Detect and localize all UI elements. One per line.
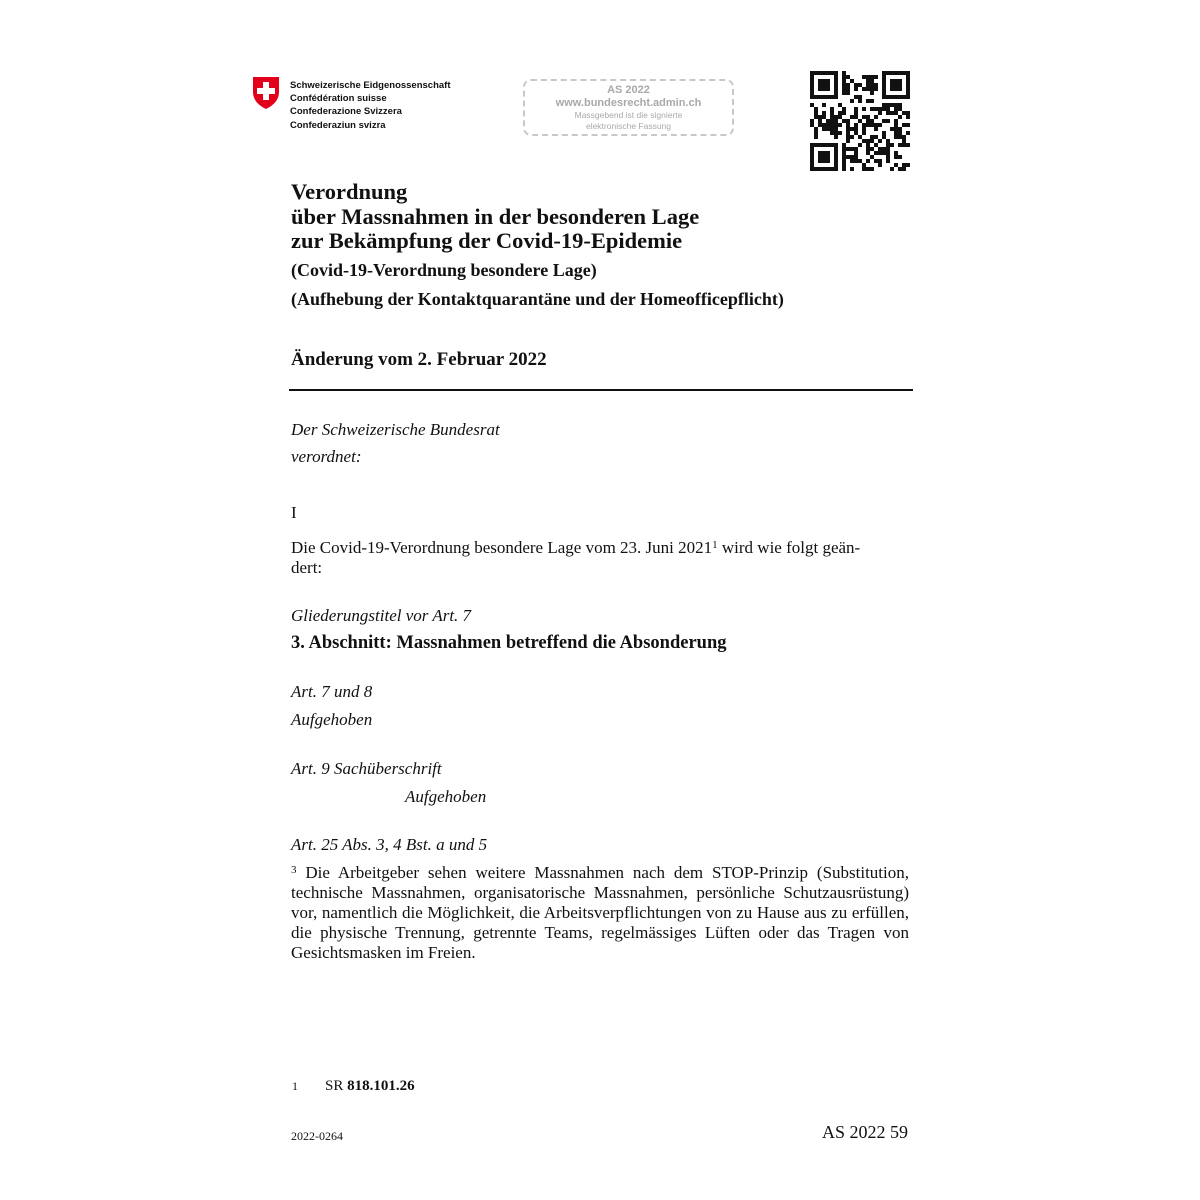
section-heading: 3. Abschnitt: Massnahmen betreffend die Absonderung	[291, 633, 727, 653]
stamp-url: www.bundesrecht.admin.ch	[555, 97, 702, 109]
confederation-name-de: Schweizerische Eidgenossenschaft	[290, 80, 451, 91]
art-25-paragraph-3	[291, 863, 909, 963]
intro-line-2: dert:	[291, 558, 323, 577]
preamble-authority: Der Schweizerische Bundesrat	[291, 420, 500, 439]
intro-text-continued: wird wie folgt geän-	[717, 538, 861, 557]
footnote-number: 1	[292, 1079, 298, 1093]
confederation-name-block	[290, 79, 451, 132]
stamp-as-year: AS 2022	[607, 84, 650, 96]
footnote-sr-number[interactable]: 818.101.26	[347, 1078, 415, 1094]
stamp-note-line1: Massgebend ist die signierte	[574, 110, 683, 120]
intro-text: Die Covid-19-Verordnung besondere Lage vom 23. Juni 2021	[291, 538, 713, 557]
document-number: 2022-0264	[291, 1129, 343, 1143]
confederation-name-it: Confederazione Svizzera	[290, 106, 402, 118]
title-line-1: Verordnung	[291, 179, 408, 204]
art-9-status: Aufgehoben	[405, 787, 487, 806]
official-compilation-reference: AS 2022 59	[822, 1122, 909, 1142]
short-title: (Covid-19-Verordnung besondere Lage)	[291, 260, 597, 280]
stamp-note-line2: elektronische Fassung	[585, 121, 672, 131]
title-line-2: über Massnahmen in der besonderen Lage	[291, 203, 700, 229]
confederation-name-rm: Confederaziun svizra	[290, 119, 386, 131]
art-7-8-label: Art. 7 und 8	[291, 682, 373, 701]
qr-code-icon	[810, 71, 910, 171]
footnote-text	[325, 1078, 415, 1095]
section-roman-numeral: I	[291, 503, 297, 522]
art-25-label: Art. 25 Abs. 3, 4 Bst. a und 5	[291, 835, 488, 854]
gliederung-label: Gliederungstitel vor Art. 7	[291, 606, 472, 625]
document-title	[291, 180, 699, 254]
footnote-prefix: SR	[325, 1078, 348, 1094]
amendment-date: Änderung vom 2. Februar 2022	[291, 349, 547, 370]
subject-title: (Aufhebung der Kontaktquarantäne und der Homeofficepflicht)	[291, 289, 784, 309]
art-9-label: Art. 9 Sachüberschrift	[291, 759, 442, 778]
footnote-marker[interactable]: 1	[712, 539, 718, 551]
paragraph-number: 3	[291, 864, 297, 876]
intro-line-1	[291, 538, 860, 558]
preamble-verb: verordnet:	[291, 447, 362, 466]
title-divider	[289, 389, 913, 391]
paragraph-text: Die Arbeitgeber sehen weitere Massnahmen nach dem STOP-Prinzip (Substitution, technische Massnahmen, organisatorische Massnahmen, persönliche Schutzausrüstung) vor, namentlich die Möglichkeit, die Arbeitsverpflichtungen von zu Hause aus zu erfüllen, die physische Trennung, getrennte Teams, regelmässiges Lüften oder das Tragen von Gesichtsmasken im Freien.	[291, 863, 910, 962]
art-7-8-status: Aufgehoben	[291, 710, 373, 729]
title-line-3: zur Bekämpfung der Covid-19-Epidemie	[291, 228, 683, 253]
swiss-coat-of-arms-icon	[252, 76, 280, 110]
confederation-name-fr: Confédération suisse	[290, 93, 387, 105]
signature-stamp	[523, 79, 734, 136]
